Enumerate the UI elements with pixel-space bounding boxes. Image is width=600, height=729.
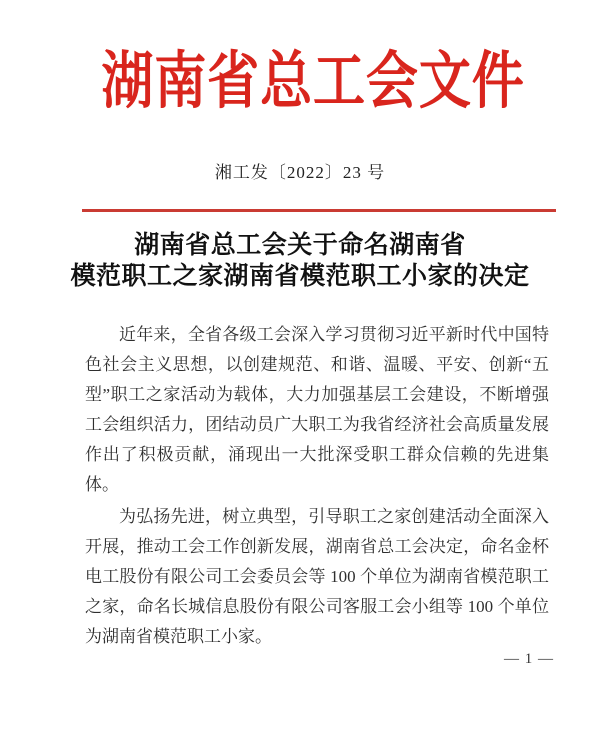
document-number: 湘工发〔2022〕23 号	[214, 163, 386, 182]
document-header-title: 湖南省总工会文件	[101, 48, 525, 116]
document-header	[0, 42, 600, 122]
document-title-line-2: 模范职工之家湖南省模范职工小家的决定	[70, 263, 530, 290]
body-paragraph-2: 为弘扬先进，树立典型，引导职工之家创建活动全面深入开展，推动工会工作创新发展，湖南省总工会决定，命名金杯电工股份有限公司工会委员会等 100 个单位为湖南省模范职工之家，命名长城信息股份有限公司客服工会小组等 100 个单位为湖南省模范职工小家。	[85, 507, 549, 646]
red-separator-line	[82, 209, 556, 212]
body-paragraph-1: 近年来，全省各级工会深入学习贯彻习近平新时代中国特色社会主义思想，以创建规范、和谐、温暖、平安、创新“五型”职工之家活动为载体，大力加强基层工会建设，不断增强工会组织活力，团结动员广大职工为我省经济社会高质量发展作出了积极贡献，涌现出一大批深受职工群众信赖的先进集体。	[85, 325, 549, 494]
page-number-label: — 1 —	[504, 651, 554, 667]
document-title	[0, 230, 600, 292]
document-body	[85, 320, 549, 652]
document-title-line-1: 湖南省总工会关于命名湖南省	[134, 232, 466, 259]
